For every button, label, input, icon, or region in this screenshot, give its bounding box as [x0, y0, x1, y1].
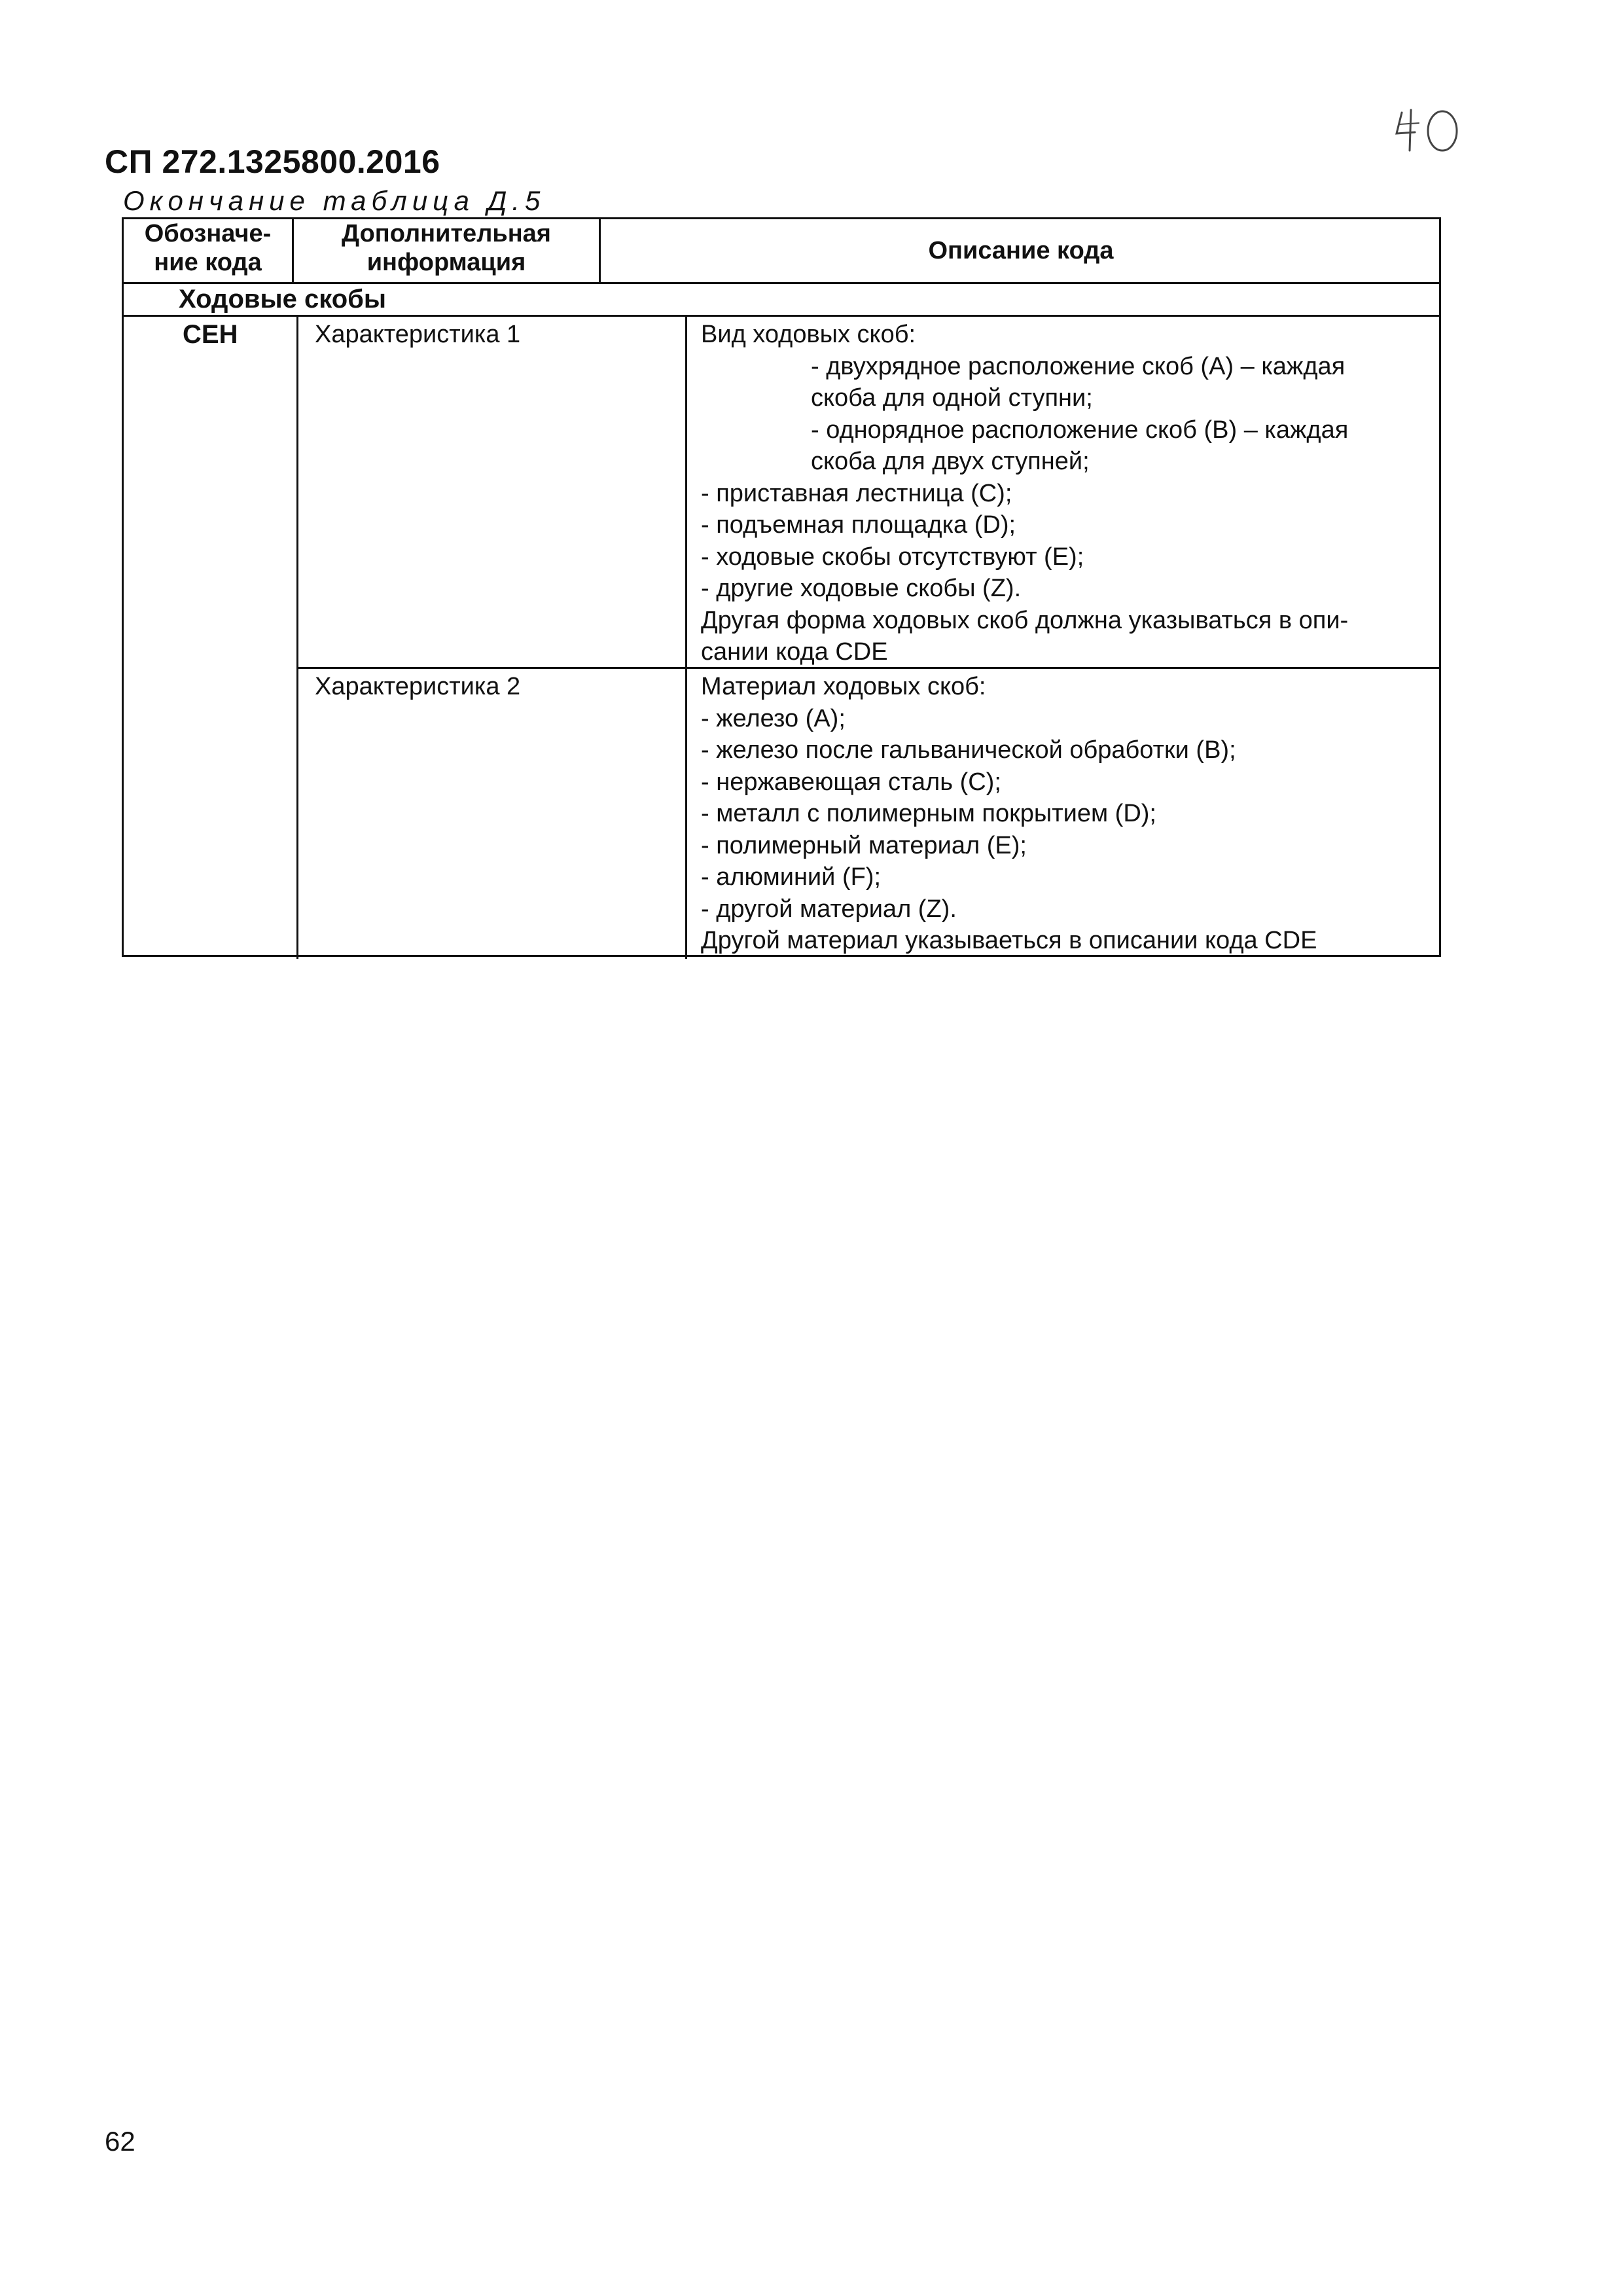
desc-line: - однорядное расположение скоб (В) – каждая: [811, 416, 1349, 444]
desc-line: Вид ходовых скоб:: [701, 321, 916, 348]
header-info-line1: Дополнительная: [342, 220, 551, 247]
desc-line: - другой материал (Z).: [701, 895, 957, 923]
desc-line: Другой материал указываеться в описании кода CDE: [701, 927, 1317, 954]
desc-line: - алюминий (F);: [701, 863, 882, 891]
desc-line: сании кода CDE: [701, 638, 888, 666]
desc-line: скоба для двух ступней;: [811, 448, 1090, 475]
page-number: 62: [105, 2126, 135, 2157]
desc-line: скоба для одной ступни;: [811, 384, 1093, 412]
code-table: [122, 217, 1441, 957]
desc-line: - другие ходовые скобы (Z).: [701, 575, 1022, 602]
table-caption: Окончание таблица Д.5: [123, 185, 546, 216]
header-info-line2: информация: [366, 249, 526, 276]
body-divider-1: [296, 315, 298, 959]
desc-line: - железо (А);: [701, 704, 846, 732]
desc-line: - железо после гальванической обработки (В);: [701, 736, 1236, 764]
row-1-description: [701, 319, 1348, 668]
header-description: Описание кода: [928, 237, 1114, 264]
body-divider-2: [685, 315, 687, 959]
handwritten-sheet-number: [1393, 105, 1465, 157]
header-code-line1: Обозначе-: [144, 220, 272, 247]
section-title: Ходовые скобы: [179, 285, 387, 314]
desc-line: - металл с полимерным покрытием (D);: [701, 800, 1156, 827]
desc-line: - подъемная площадка (D);: [701, 511, 1016, 539]
desc-line: - ходовые скобы отсутствуют (E);: [701, 543, 1084, 571]
row-1-info: Характеристика 1: [315, 321, 521, 348]
row-2-description: [701, 671, 1317, 957]
section-bottom-line: [124, 315, 1439, 317]
desc-line: Материал ходовых скоб:: [701, 673, 986, 700]
desc-line: - приставная лестница (С);: [701, 479, 1012, 507]
desc-line: - двухрядное расположение скоб (А) – каждая: [811, 352, 1346, 380]
header-bottom-line: [124, 282, 1439, 284]
header-code-line2: ние кода: [154, 249, 262, 276]
desc-line: - полимерный материал (E);: [701, 831, 1027, 859]
desc-line: - нержавеющая сталь (С);: [701, 768, 1001, 796]
row-2-info: Характеристика 2: [315, 673, 521, 700]
code-value: CEH: [183, 320, 238, 349]
desc-line: Другая форма ходовых скоб должна указываться в опи-: [701, 606, 1349, 634]
document-code: СП 272.1325800.2016: [105, 143, 440, 180]
